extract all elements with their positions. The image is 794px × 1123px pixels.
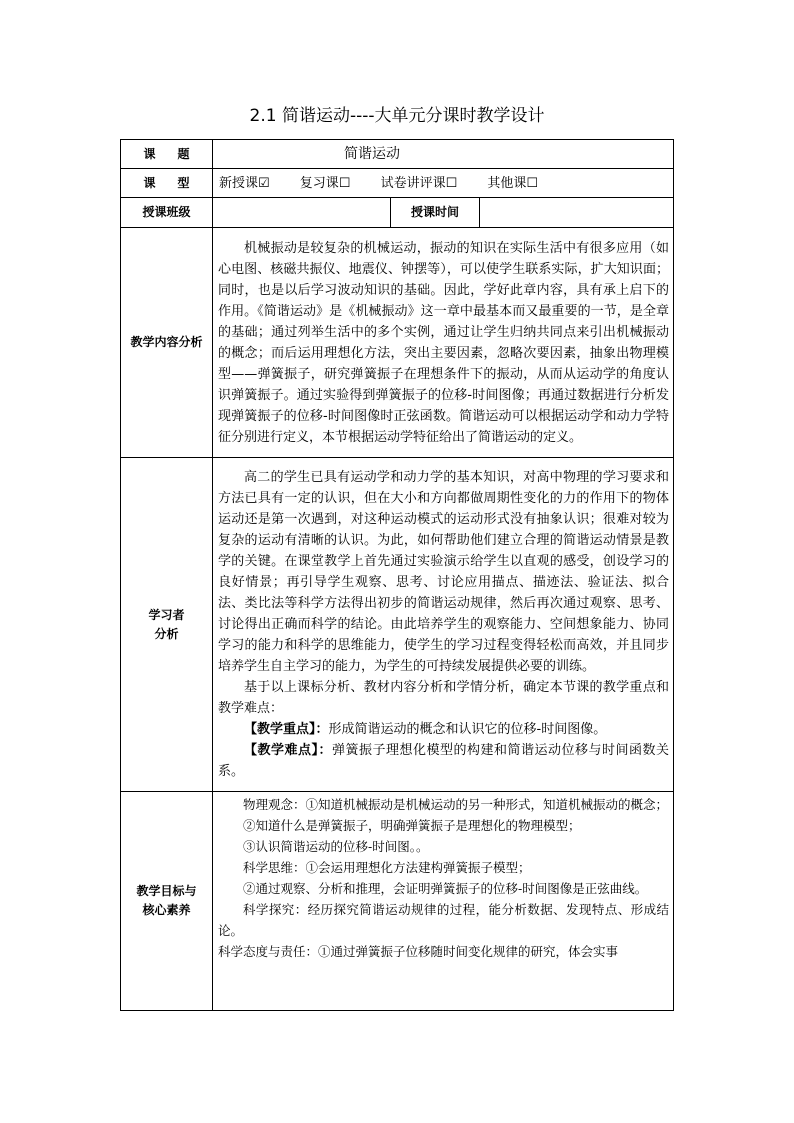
option-new-lesson[interactable]: 新授课☑ [219,175,270,191]
goals-label: 教学目标与 核心素养 [121,792,213,1011]
content-text-cell [213,228,674,458]
goal-displacement-graph: ③认识简谐运动的位移-时间图。。 [243,839,429,854]
goal-scientific-thinking: 科学思维：①会运用理想化方法建构弹簧振子模型； [243,860,531,875]
type-row [121,169,674,198]
goals-row [121,792,674,1011]
topic-row [121,140,674,169]
time-label: 授课时间 [391,198,480,228]
option-review-lesson[interactable]: 复习课☐ [299,175,351,191]
teaching-key-point: 【教学重点】：形成简谐运动的概念和认识它的位移-时间图像。 [244,722,607,737]
topic-value[interactable]: 简谐运动 [213,140,674,169]
content-row [121,228,674,458]
class-row [121,198,674,228]
learner-paragraph-2: 基于以上课标分析、教材内容分析和学情分析，确定本节课的教学重点和教学难点： [218,680,670,716]
learner-paragraph-1: 高二的学生已具有运动学和动力学的基本知识，对高中物理的学习要求和方法已具有一定的认识，但在大小和方向都做周期性变化的力的作用下的物体运动还是第一次遇到，对这种运动模式的运动形式没有抽象认识；很难对较为复杂的运动有清晰的认识。为此，如何帮助他们建立合理的简谐运动情景是教学的关键。在课堂教学上首先通过实验演示给学生以直观的感受，创设学习的良好情景；再引导学生观察、思考、讨论应用描点、描迹法、验证法、拟合法、类比法等科学方法得出初步的简谐运动规律，然后再次通过观察、思考、讨论得出正确而科学的结论。由此培养学生的观察能力、空间想象能力、协同学习的能力和科学的思维能力，使学生的学习过程变得轻松而高效，并且同步培养学生自主学习的能力，为学生的可持续发展提供必要的训练。 [218,470,670,674]
learner-row [121,458,674,792]
option-other-lesson[interactable]: 其他课☐ [487,175,539,191]
time-value[interactable] [480,198,674,228]
document-title: 2.1 简谐运动----大单元分课时教学设计 [249,106,545,126]
class-value[interactable] [213,198,391,228]
learner-text-cell [213,458,674,792]
class-label: 授课班级 [121,198,213,228]
goal-physics-concept: 物理观念：①知道机械振动是机械运动的另一种形式，知道机械振动的概念； [243,797,669,812]
goal-proof-sine: ②通过观察、分析和推理，会证明弹簧振子的位移-时间图像是正弦曲线。 [243,881,648,896]
goals-text-cell [213,792,674,1011]
type-options [213,169,674,198]
content-label: 教学内容分析 [121,228,213,458]
topic-label: 课 题 [121,140,213,169]
type-label: 课 型 [121,169,213,198]
option-exam-review-lesson[interactable]: 试卷讲评课☐ [380,175,458,191]
lesson-plan-table [120,139,674,1011]
learner-label: 学习者 分析 [121,458,213,792]
goal-attitude-responsibility: 科学态度与责任：①通过弹簧振子位移随时间变化规律的研究，体会实事 [218,944,619,959]
goal-spring-oscillator: ②知道什么是弹簧振子，明确弹簧振子是理想化的物理模型； [243,818,581,833]
goal-scientific-inquiry: 科学探究：经历探究简谐运动规律的过程，能分析数据、发现特点、形成结论。 [218,902,670,938]
content-text: 机械振动是较复杂的机械运动，振动的知识在实际生活中有很多应用（如心电图、核磁共振仪、地震仪、钟摆等），可以使学生联系实际，扩大知识面；同时，也是以后学习波动知识的基础。因此，学好此章内容，具有承上启下的作用。《简谐运动》是《机械振动》这一章中最基本而又最重要的一节，是全章的基础；通过列举生活中的多个实例，通过让学生归纳共同点来引出机械振动的概念；而后运用理想化方法，突出主要因素，忽略次要因素，抽象出物理模型——弹簧振子，研究弹簧振子在理想条件下的振动，从而从运动学的角度认识弹簧振子。通过实验得到弹簧振子的位移-时间图像；再通过数据进行分析发现弹簧振子的位移-时间图像时正弦函数。简谐运动可以根据运动学和动力学特征分别进行定义，本节根据运动学特征给出了简谐运动的定义。 [218,240,670,445]
teaching-difficulty: 【教学难点】：弹簧振子理想化模型的构建和简谐运动位移与时间函数关系。 [218,743,670,779]
